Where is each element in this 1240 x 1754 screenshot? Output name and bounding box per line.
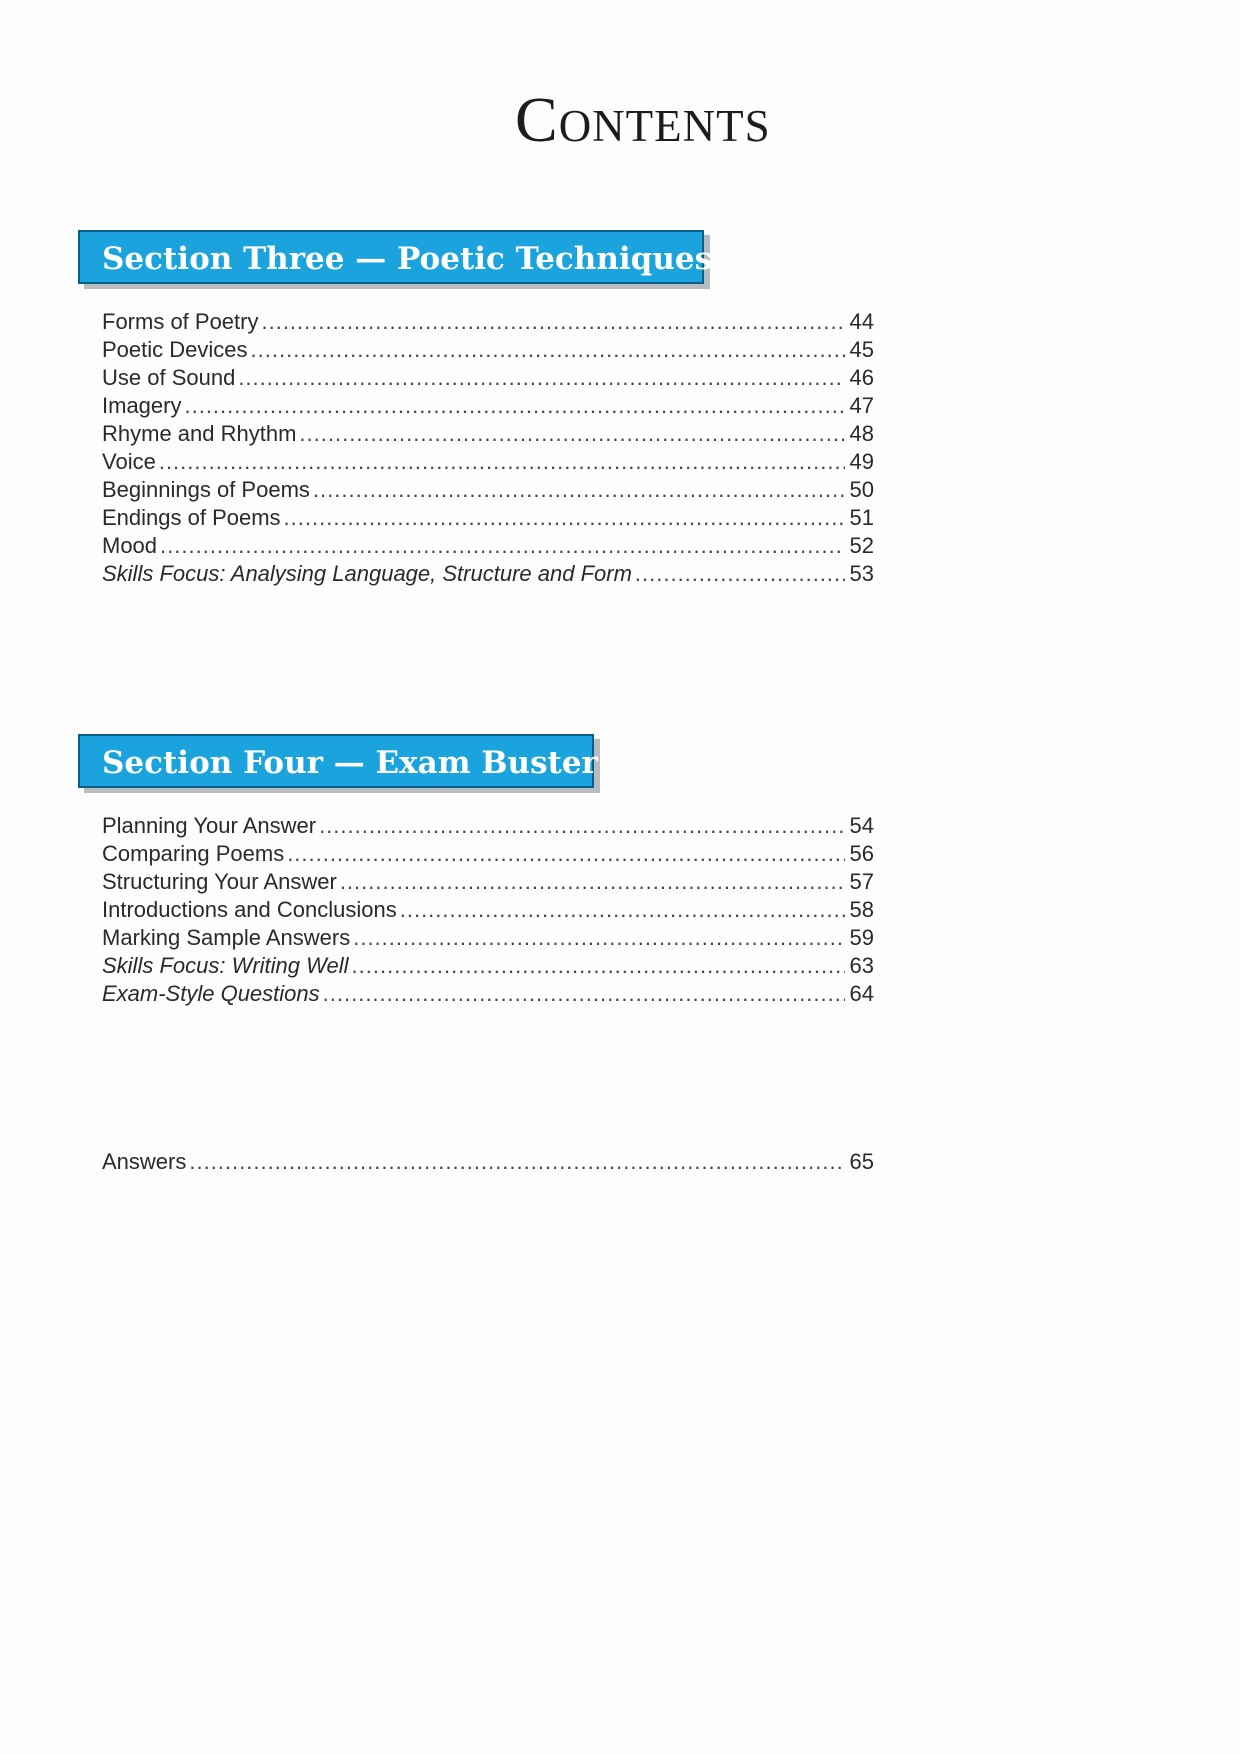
toc-entry[interactable] — [102, 812, 874, 840]
dot-leader — [353, 924, 845, 952]
toc-entry-page: 51 — [849, 505, 874, 530]
toc-entry-page: 58 — [849, 897, 874, 922]
toc-entry-label: Endings of Poems — [102, 505, 281, 530]
toc-entry[interactable] — [102, 560, 874, 588]
toc-entry-label: Rhyme and Rhythm — [102, 421, 297, 446]
toc-entry-label: Use of Sound — [102, 365, 236, 390]
toc-entry-label: Comparing Poems — [102, 841, 285, 866]
toc-entry-page: 53 — [849, 561, 874, 586]
dot-leader — [238, 364, 845, 392]
page-title: Contents — [515, 84, 771, 155]
toc-entry-label: Planning Your Answer — [102, 813, 317, 838]
dot-leader — [189, 1148, 845, 1176]
toc-entry-label: Voice — [102, 449, 156, 474]
dot-leader — [400, 896, 845, 924]
toc-entry-page: 59 — [849, 925, 874, 950]
toc-entry[interactable] — [102, 952, 874, 980]
dot-leader — [284, 504, 845, 532]
dot-leader — [251, 336, 845, 364]
toc-entry-page: 54 — [849, 813, 874, 838]
toc-list-answers — [102, 1148, 874, 1176]
toc-entry[interactable] — [102, 308, 874, 336]
toc-entry-label: Answers — [102, 1149, 187, 1174]
toc-entry-label: Introductions and Conclusions — [102, 897, 397, 922]
toc-entry[interactable] — [102, 392, 874, 420]
toc-entry-label: Imagery — [102, 393, 182, 418]
dot-leader — [319, 812, 845, 840]
toc-entry[interactable] — [102, 868, 874, 896]
toc-entry[interactable] — [102, 532, 874, 560]
dot-leader — [159, 448, 845, 476]
dot-leader — [323, 980, 845, 1008]
toc-list-section-three — [102, 308, 874, 588]
toc-entry-label: Exam-Style Questions — [102, 981, 320, 1006]
toc-entry[interactable] — [102, 448, 874, 476]
toc-entry-page: 64 — [849, 981, 874, 1006]
toc-entry-label: Structuring Your Answer — [102, 869, 337, 894]
toc-entry[interactable] — [102, 980, 874, 1008]
dot-leader — [340, 868, 845, 896]
toc-entry-page: 45 — [849, 337, 874, 362]
toc-entry-label: Beginnings of Poems — [102, 477, 310, 502]
dot-leader — [299, 420, 845, 448]
toc-entry[interactable] — [102, 840, 874, 868]
toc-entry[interactable] — [102, 364, 874, 392]
toc-entry-label: Marking Sample Answers — [102, 925, 351, 950]
dot-leader — [160, 532, 845, 560]
toc-entry-page: 47 — [849, 393, 874, 418]
dot-leader — [635, 560, 845, 588]
toc-entry-page: 65 — [849, 1149, 874, 1174]
toc-entry-label: Skills Focus: Writing Well — [102, 953, 349, 978]
toc-entry-answers[interactable] — [102, 1148, 874, 1176]
toc-entry-page: 44 — [849, 309, 874, 334]
dot-leader — [352, 952, 845, 980]
toc-entry-page: 63 — [849, 953, 874, 978]
toc-entry[interactable] — [102, 476, 874, 504]
toc-entry-page: 48 — [849, 421, 874, 446]
toc-entry-label: Poetic Devices — [102, 337, 248, 362]
dot-leader — [184, 392, 845, 420]
toc-entry-label: Mood — [102, 533, 158, 558]
toc-entry[interactable] — [102, 924, 874, 952]
toc-entry-page: 49 — [849, 449, 874, 474]
dot-leader — [287, 840, 845, 868]
section-heading-four: Section Four — Exam Buster — [78, 734, 594, 788]
toc-entry[interactable] — [102, 336, 874, 364]
toc-entry[interactable] — [102, 896, 874, 924]
dot-leader — [313, 476, 845, 504]
dot-leader — [261, 308, 845, 336]
toc-entry-label: Skills Focus: Analysing Language, Structure and Form — [102, 561, 632, 586]
toc-list-section-four — [102, 812, 874, 1008]
toc-entry-page: 52 — [849, 533, 874, 558]
toc-entry-label: Forms of Poetry — [102, 309, 259, 334]
toc-entry-page: 57 — [849, 869, 874, 894]
toc-entry[interactable] — [102, 504, 874, 532]
toc-entry-page: 56 — [849, 841, 874, 866]
toc-entry-page: 46 — [849, 365, 874, 390]
toc-entry-page: 50 — [849, 477, 874, 502]
toc-entry[interactable] — [102, 420, 874, 448]
section-heading-three: Section Three — Poetic Techniques — [78, 230, 704, 284]
